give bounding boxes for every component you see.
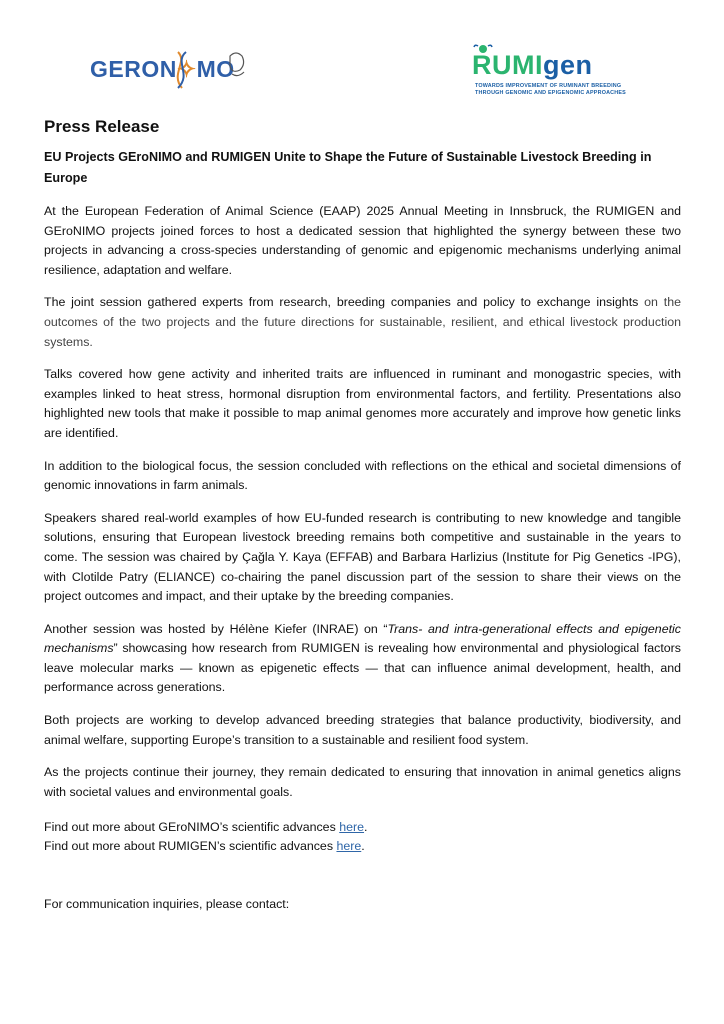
geronimo-link-line: Find out more about GEroNIMO’s scientific advances here. [44,820,368,835]
paragraph-6: Another session was hosted by Hélène Kiefer (INRAE) on “Trans- and intra-generational effects and epigenetic mechanisms” showcasing how research from RUMIGEN is revealing how environmental and physiological factors leave molecular marks — known as epigenetic effects — that can influence animal development, health, and performance across generations. [44,621,681,695]
rumigen-tagline-2: THROUGH GENOMIC AND EPIGENOMIC APPROACHES [475,90,626,96]
dna-helix-icon [90,44,260,94]
geronimo-logo [90,44,260,94]
contact-line: For communication inquiries, please contact: [44,897,290,912]
paragraph-3: Talks covered how gene activity and inherited traits are influenced in ruminant and monogastric species, with examples linked to heat stress, hormonal disruption from environmental factors, and fertility. Presentations also highlighted new tools that make it possible to map animal genomes more accurately and improve how genetic links are identified. [44,367,681,440]
paragraph-2: The joint session gathered experts from research, breeding companies and policy to exchange insights on the outcomes of the two projects and the future directions for sustainable, resilient, and ethical livestock production systems. [44,295,681,349]
rumigen-here-link[interactable]: here [336,839,362,854]
paragraph-4: In addition to the biological focus, the session concluded with reflections on the ethical and societal dimensions of genomic innovations in farm animals. [44,458,681,493]
rumigen-logo [472,42,642,100]
page-title: Press Release [44,117,160,136]
geronimo-here-link[interactable]: here [339,820,365,835]
rumigen-logo-wordmark: RUMIgen [472,50,593,80]
geronimo-logo-wordmark: GERON✧MO [90,56,235,82]
paragraph-1: At the European Federation of Animal Science (EAAP) 2025 Annual Meeting in Innsbruck, the RUMIGEN and GEroNIMO projects joined forces to host a dedicated session that highlighted the synergy between these two projects in advancing a cross-species understanding of genomic and epigenomic mechanisms underlying animal resilience, adaptation and welfare. [44,204,681,277]
paragraph-8: As the projects continue their journey, they remain dedicated to ensuring that innovation in animal genetics aligns with societal values and environmental goals. [44,765,681,799]
paragraph-5: Speakers shared real-world examples of how EU-funded research is contributing to new knowledge and tangible solutions, ensuring that European livestock breeding remains both competitive and sustainable in the years to come. The session was chaired by Çağla Y. Kaya (EFFAB) and Barbara Harlizius (Institute for Pig Genetics -IPG), with Clotilde Patry (ELIANCE) co-chairing the panel discussion part of the session to share their views on the project outcomes and impact, and their uptake by the breeding companies. [44,510,681,604]
links-block [44,818,681,856]
rumigen-tagline-1: TOWARDS IMPROVEMENT OF RUMINANT BREEDING [475,83,622,89]
rumigen-link-line: Find out more about RUMIGEN’s scientific advances here. [44,839,365,854]
headline: EU Projects GEroNIMO and RUMIGEN Unite to Shape the Future of Sustainable Livestock Breeding in Europe [44,150,652,185]
document-body [44,113,681,911]
paragraph-7: Both projects are working to develop advanced breeding strategies that balance productivity, biodiversity, and animal welfare, supporting Europe’s transition to a sustainable and resilient food system. [44,713,681,747]
